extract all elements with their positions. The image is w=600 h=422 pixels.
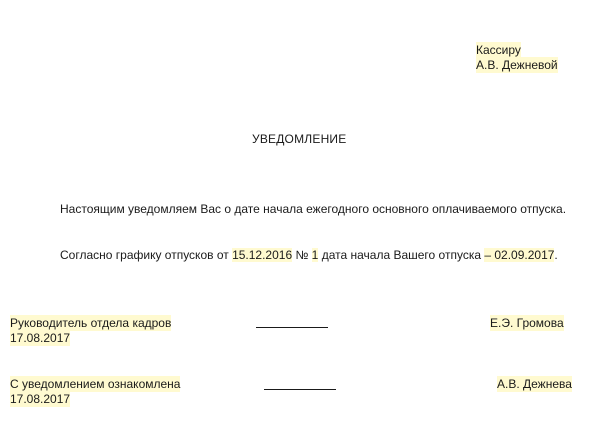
head-date: 17.08.2017	[10, 331, 71, 345]
employee-name: А.В. Дежнева	[497, 377, 572, 391]
paragraph-2-dash: –	[484, 248, 495, 262]
addressee-name: А.В. Дежневой	[476, 58, 558, 72]
head-signature-line	[256, 327, 328, 328]
body-paragraph-2	[60, 247, 558, 263]
paragraph-2-middle: дата начала Вашего отпуска	[318, 248, 485, 262]
employee-date: 17.08.2017	[10, 392, 71, 406]
schedule-number: 1	[311, 248, 319, 262]
addressee-position: Кассиру	[476, 43, 521, 57]
body-paragraph-1: Настоящим уведомляем Вас о дате начала ежегодного основного оплачиваемого отпуска.	[60, 202, 567, 216]
head-role: Руководитель отдела кадров	[10, 316, 172, 330]
paragraph-2-suffix: .	[554, 248, 558, 262]
schedule-date: 15.12.2016	[232, 248, 293, 262]
document-title: УВЕДОМЛЕНИЕ	[252, 132, 347, 146]
head-name: Е.Э. Громова	[490, 316, 564, 330]
paragraph-2-prefix: Согласно графику отпусков от	[60, 248, 233, 262]
employee-role: С уведомлением ознакомлена	[10, 377, 181, 391]
employee-signature-line	[264, 389, 336, 390]
vacation-start-date: 02.09.2017	[494, 248, 555, 262]
number-label: №	[292, 248, 312, 262]
